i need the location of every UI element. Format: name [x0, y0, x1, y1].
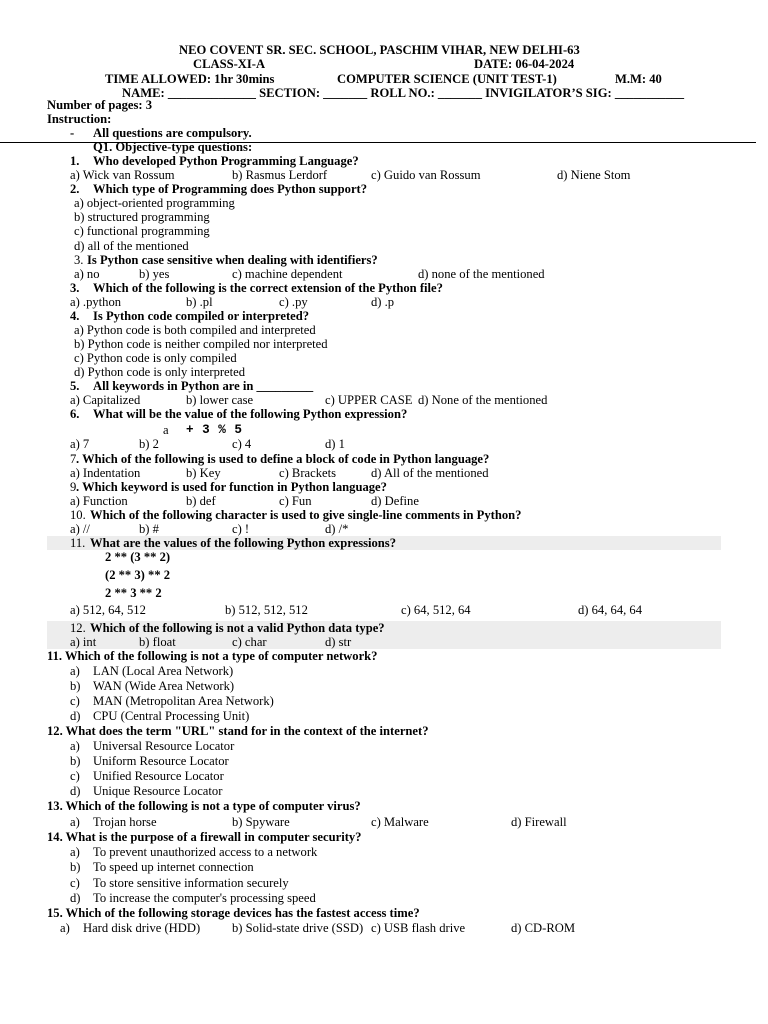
- option: c) .py: [279, 295, 308, 309]
- question-text: Which of the following character is used to give single-line comments in Python?: [90, 508, 522, 522]
- option: a) 7: [70, 437, 90, 451]
- question-text: Is Python code compiled or interpreted?: [93, 309, 310, 323]
- option-letter: c): [70, 876, 80, 890]
- option: d) None of the mentioned: [418, 393, 548, 407]
- option: d) CD-ROM: [511, 921, 576, 935]
- option: d) Python code is only interpreted: [74, 365, 246, 379]
- code-expression: (2 ** 3) ** 2: [105, 568, 171, 582]
- question-text: 13. Which of the following is not a type of computer virus?: [47, 799, 361, 813]
- option: a) Indentation: [70, 466, 141, 480]
- option: a) no: [74, 267, 100, 281]
- option: a) Function: [70, 494, 128, 508]
- option-letter: d): [70, 891, 81, 905]
- expression-variable: a: [163, 423, 169, 437]
- code-expression: 2 ** (3 ** 2): [105, 550, 171, 564]
- option: Uniform Resource Locator: [93, 754, 229, 768]
- option: b) Solid-state drive (SSD): [232, 921, 364, 935]
- question-number: 11.: [70, 536, 86, 550]
- option: b) float: [139, 635, 176, 649]
- question-text: All keywords in Python are in _________: [93, 379, 314, 393]
- instruction-text: All questions are compulsory.: [93, 126, 252, 140]
- option: WAN (Wide Area Network): [93, 679, 235, 693]
- option-letter: c): [70, 769, 80, 783]
- option-letter: a): [60, 921, 70, 935]
- option-letter: c): [70, 694, 80, 708]
- option: To prevent unauthorized access to a network: [93, 845, 318, 859]
- question-number: 6.: [70, 407, 80, 421]
- question-text: Which of the following is the correct extension of the Python file?: [93, 281, 443, 295]
- option: b) 512, 512, 512: [225, 603, 308, 617]
- question-text: . Which of the following is used to define a block of code in Python language?: [76, 452, 490, 466]
- option: LAN (Local Area Network): [93, 664, 234, 678]
- option: b) 2: [139, 437, 159, 451]
- option: a) Wick van Rossum: [70, 168, 175, 182]
- question-number: 5.: [70, 379, 80, 393]
- option: b) yes: [139, 267, 170, 281]
- option: Hard disk drive (HDD): [83, 921, 201, 935]
- option: c) 64, 512, 64: [401, 603, 471, 617]
- option: CPU (Central Processing Unit): [93, 709, 250, 723]
- option: d) .p: [371, 295, 395, 309]
- option: To increase the computer's processing speed: [93, 891, 316, 905]
- option-letter: d): [70, 784, 81, 798]
- instruction-title: Instruction:: [47, 112, 112, 126]
- option: To speed up internet connection: [93, 860, 254, 874]
- option: c) Brackets: [279, 466, 336, 480]
- option: c) machine dependent: [232, 267, 343, 281]
- question-text: What will be the value of the following Python expression?: [93, 407, 408, 421]
- code-expression: + 3 % 5: [186, 423, 243, 437]
- option: a) Python code is both compiled and interpreted: [74, 323, 316, 337]
- section-title: Q1. Objective-type questions:: [93, 140, 253, 154]
- option: c) char: [232, 635, 267, 649]
- option: a) 512, 64, 512: [70, 603, 146, 617]
- time-allowed: TIME ALLOWED: 1hr 30mins: [105, 72, 275, 86]
- option: c) Guido van Rossum: [371, 168, 481, 182]
- class-label: CLASS-XI-A: [193, 57, 266, 71]
- option: c) Fun: [279, 494, 312, 508]
- option: b) Key: [186, 466, 221, 480]
- question-number: 1.: [70, 154, 80, 168]
- subject-title: COMPUTER SCIENCE (UNIT TEST-1): [337, 72, 557, 86]
- question-text: Which of the following is not a valid Python data type?: [90, 621, 385, 635]
- question-number: 9: [70, 480, 77, 494]
- option: c) USB flash drive: [371, 921, 466, 935]
- question-number: 3.: [70, 281, 80, 295]
- exam-date: DATE: 06-04-2024: [474, 57, 575, 71]
- option: b) Python code is neither compiled nor interpreted: [74, 337, 328, 351]
- question-text: Which type of Programming does Python support?: [93, 182, 368, 196]
- option: c) !: [232, 522, 250, 536]
- option: Universal Resource Locator: [93, 739, 235, 753]
- question-text: 14. What is the purpose of a firewall in computer security?: [47, 830, 362, 844]
- option: To store sensitive information securely: [93, 876, 289, 890]
- question-text: Is Python case sensitive when dealing with identifiers?: [87, 253, 378, 267]
- option-letter: a): [70, 845, 80, 859]
- school-name: NEO COVENT SR. SEC. SCHOOL, PASCHIM VIHAR, NEW DELHI-63: [179, 43, 580, 57]
- question-text: 15. Which of the following storage devices has the fastest access time?: [47, 906, 420, 920]
- code-expression: 2 ** 3 ** 2: [105, 586, 162, 600]
- max-marks: M.M: 40: [615, 72, 662, 86]
- option: a) Capitalized: [70, 393, 141, 407]
- option: c) 4: [232, 437, 252, 451]
- question-text: 12. What does the term "URL" stand for in the context of the internet?: [47, 724, 429, 738]
- option-letter: a): [70, 664, 80, 678]
- question-text: . Which keyword is used for function in Python language?: [76, 480, 387, 494]
- question-number: 10.: [70, 508, 86, 522]
- question-number: 2.: [70, 182, 80, 196]
- option: d) /*: [325, 522, 349, 536]
- option: b) structured programming: [74, 210, 210, 224]
- option-letter: b): [70, 860, 81, 874]
- option: Unique Resource Locator: [93, 784, 223, 798]
- option-letter: a): [70, 815, 80, 829]
- question-number: 4.: [70, 309, 80, 323]
- option: c) Malware: [371, 815, 429, 829]
- option: a) .python: [70, 295, 122, 309]
- question-number: 7: [70, 452, 77, 466]
- option: b) def: [186, 494, 216, 508]
- question-number: 3.: [74, 253, 84, 267]
- option: d) 64, 64, 64: [578, 603, 643, 617]
- question-text: 11. Which of the following is not a type of computer network?: [47, 649, 378, 663]
- question-text: Who developed Python Programming Language?: [93, 154, 359, 168]
- option-letter: a): [70, 739, 80, 753]
- option: d) none of the mentioned: [418, 267, 545, 281]
- option: MAN (Metropolitan Area Network): [93, 694, 274, 708]
- instruction-dash: -: [70, 126, 75, 140]
- number-of-pages: Number of pages: 3: [47, 98, 153, 112]
- option: d) All of the mentioned: [371, 466, 489, 480]
- option: d) Niene Stom: [557, 168, 631, 182]
- option: c) Python code is only compiled: [74, 351, 237, 365]
- option: Trojan horse: [93, 815, 157, 829]
- option: d) 1: [325, 437, 345, 451]
- option: a) object-oriented programming: [74, 196, 235, 210]
- option-letter: d): [70, 709, 81, 723]
- option: b) .pl: [186, 295, 213, 309]
- option: d) all of the mentioned: [74, 239, 189, 253]
- option-letter: b): [70, 754, 81, 768]
- option: b) Rasmus Lerdorf: [232, 168, 328, 182]
- option: b) lower case: [186, 393, 254, 407]
- question-text: What are the values of the following Python expressions?: [90, 536, 396, 550]
- option: d) str: [325, 635, 352, 649]
- option: a) int: [70, 635, 97, 649]
- option: Unified Resource Locator: [93, 769, 224, 783]
- option: c) UPPER CASE: [325, 393, 413, 407]
- option: a) //: [70, 522, 90, 536]
- option: d) Define: [371, 494, 419, 508]
- question-number: 12.: [70, 621, 86, 635]
- option-letter: b): [70, 679, 81, 693]
- option: b) Spyware: [232, 815, 290, 829]
- option: c) functional programming: [74, 224, 210, 238]
- option: b) #: [139, 522, 159, 536]
- student-details-line: NAME: ______________ SECTION: _______ ROLL NO.: _______ INVIGILATOR’S SIG: ___________: [122, 86, 685, 100]
- option: d) Firewall: [511, 815, 567, 829]
